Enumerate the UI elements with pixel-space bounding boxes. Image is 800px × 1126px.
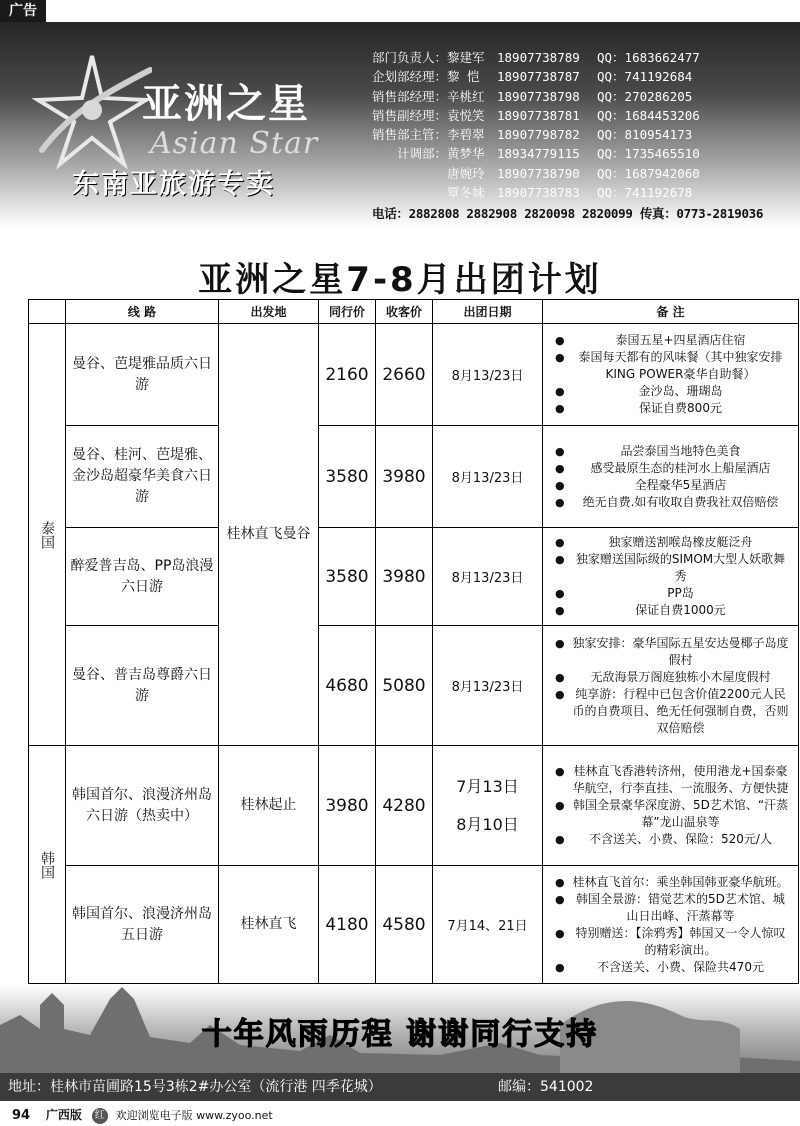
peer-price: 3580: [319, 426, 376, 528]
note-item: ● 韩国全景游：错觉艺术的5D艺术馆、城山日出峰、汗蒸幕等: [555, 891, 790, 925]
contact-role: 企划部经理：: [372, 69, 448, 85]
depart-dates: [433, 746, 543, 866]
star-swirl-icon: [32, 50, 152, 170]
note-item: ● 不含送关、小费、保险：520元/人: [555, 831, 790, 848]
route-name: 曼谷、芭堤雅品质六日游: [66, 324, 219, 426]
header-blank: [29, 300, 66, 324]
table-row: [29, 626, 799, 746]
brand-logo: [32, 50, 332, 170]
address-text: 地址：桂林市苗圃路15号3栋2#办公室（流行港 四季花城）: [8, 1079, 382, 1095]
route-name: 曼谷、桂河、芭堤雅、金沙岛超豪华美食六日游: [66, 426, 219, 528]
departure-korea: 桂林直飞: [219, 866, 319, 984]
contact-name: 黎 恺: [447, 69, 480, 85]
contact-phone: 18907738783: [497, 185, 580, 201]
contact-phone: 18934779115: [497, 146, 580, 162]
contact-phone: 18907738781: [497, 107, 580, 123]
note-item: ● 金沙岛、珊瑚岛: [555, 383, 790, 400]
notes-cell: [543, 324, 799, 426]
contact-row: [372, 164, 792, 183]
peer-price: 4180: [319, 866, 376, 984]
contact-phone: 18907738789: [497, 50, 580, 65]
contact-qq: QQ：1684453206: [597, 107, 700, 123]
brand-name-cn: 亚洲之星: [142, 80, 310, 127]
contact-qq: QQ：270286205: [597, 88, 693, 104]
peer-price: 3980: [319, 746, 376, 866]
contact-qq: QQ：810954173: [597, 127, 693, 143]
contact-qq: QQ：1687942060: [597, 165, 700, 181]
table-header-row: [29, 300, 799, 324]
route-name: 曼谷、普吉岛尊爵六日游: [66, 626, 219, 746]
depart-date: 8月13/23日: [433, 324, 543, 426]
retail-price: 3980: [376, 528, 433, 626]
website-link[interactable]: 欢迎浏览电子版 www.zyoo.net: [115, 1109, 273, 1122]
note-item: ● 泰国每天都有的风味餐（其中独家安排KING POWER豪华自助餐）: [555, 349, 790, 383]
note-item: ● 全程豪华5星酒店: [555, 477, 790, 494]
header-peer-price: 同行价: [319, 300, 376, 324]
contact-name: 黎建军: [447, 50, 485, 65]
header-banner: [0, 22, 800, 227]
contact-name: 李碧翠: [447, 127, 485, 143]
address-bar: [0, 1073, 800, 1101]
retail-price: 4280: [376, 746, 433, 866]
table-row: [29, 324, 799, 426]
contact-role: 销售部主管：: [372, 127, 448, 143]
note-item: ● 泰国五星+四星酒店住宿: [555, 332, 790, 349]
contact-phone: 18907798782: [497, 127, 580, 143]
note-item: ● 桂林直飞首尔：乘坐韩国韩亚豪华航班。: [555, 874, 790, 891]
contact-row: [372, 106, 792, 125]
retail-price: 3980: [376, 426, 433, 528]
contact-role: 销售部经理：: [372, 88, 448, 104]
contact-phone: 18907738790: [497, 165, 580, 181]
table-row: [29, 746, 799, 866]
note-item: ● PP岛: [555, 585, 790, 602]
ad-tag: 广告: [0, 0, 46, 22]
motto-slogan: 十年风雨历程 谢谢同行支持: [201, 1017, 599, 1052]
contact-row: [372, 125, 792, 144]
notes-cell: [543, 746, 799, 866]
contact-row: [372, 87, 792, 106]
header-route: 线 路: [66, 300, 219, 324]
retail-price: 4580: [376, 866, 433, 984]
contact-qq: QQ：741192678: [597, 185, 693, 201]
note-item: ● 特别赠送：【涂鸦秀】韩国又一令人惊叹的精彩演出。: [555, 925, 790, 959]
table-row: [29, 866, 799, 984]
note-item: ● 保证自费1000元: [555, 602, 790, 619]
contact-phone: 18907738787: [497, 69, 580, 85]
peer-price: 3580: [319, 528, 376, 626]
red-badge-icon: 红: [92, 1108, 108, 1124]
note-item: ● 独家赠送国际级的SIMOM大型人妖歌舞秀: [555, 551, 790, 585]
peer-price: 4680: [319, 626, 376, 746]
retail-price: 5080: [376, 626, 433, 746]
contact-qq: QQ：741192684: [597, 69, 693, 85]
contact-row: [372, 144, 792, 163]
route-name: 醉爱普吉岛、PP岛浪漫六日游: [66, 528, 219, 626]
depart-date: 8月13/23日: [433, 528, 543, 626]
contact-name: 覃冬妹: [447, 185, 485, 201]
footer-banner: [0, 985, 800, 1101]
contact-row: [372, 183, 792, 202]
contact-qq: QQ：1683662477: [597, 50, 700, 65]
page-number: 94: [12, 1108, 31, 1123]
depart-date: 8月13/23日: [433, 426, 543, 528]
contact-name: 辛桃红: [447, 88, 485, 104]
contact-row: [372, 67, 792, 86]
contact-role: 部门负责人：: [372, 50, 448, 65]
note-item: ● 无敌海景万阁庭独栋小木屋度假村: [555, 669, 790, 686]
contact-name: 黄梦华: [447, 146, 485, 162]
brand-name-en: Asian Star: [150, 126, 319, 161]
departure-korea: 桂林起止: [219, 746, 319, 866]
note-item: ● 感受最原生态的桂河水上船屋酒店: [555, 460, 790, 477]
depart-date: 8月13/23日: [433, 626, 543, 746]
header-dates: 出团日期: [433, 300, 543, 324]
header-retail-price: 收客价: [376, 300, 433, 324]
country-korea: 韩国: [29, 746, 66, 984]
table-row: [29, 528, 799, 626]
peer-price: 2160: [319, 324, 376, 426]
note-item: ● 独家安排：豪华国际五星安达曼椰子岛度假村: [555, 635, 790, 669]
contact-name: 袁悦笑: [447, 107, 485, 123]
route-name: 韩国首尔、浪漫济州岛六日游（热卖中）: [66, 746, 219, 866]
depart-date: 7月13日: [456, 776, 519, 796]
contact-role: 销售副经理：: [372, 107, 448, 123]
page-footer: [0, 1104, 800, 1126]
zipcode-text: 邮编：541002: [498, 1079, 594, 1095]
note-item: ● 韩国全景豪华深度游、5D艺术馆、“汗蒸幕”龙山温泉等: [555, 797, 790, 831]
phone-fax-line: 电话：2882808 2882908 2820098 2820099 传真：0773-2819036: [372, 206, 764, 221]
note-item: ● 纯享游：行程中已包含价值2200元人民币的自费项目、绝无任何强制自费，否则双倍赔偿: [555, 686, 790, 737]
page-title: 亚洲之星7-8月出团计划: [198, 260, 602, 300]
notes-cell: [543, 426, 799, 528]
table-row: [29, 426, 799, 528]
note-item: ● 桂林直飞香港转济州，使用港龙+国泰豪华航空，行李直挂、一流服务、方便快捷: [555, 763, 790, 797]
notes-cell: [543, 626, 799, 746]
depart-date: 7月14、21日: [433, 866, 543, 984]
route-name: 韩国首尔、浪漫济州岛五日游: [66, 866, 219, 984]
notes-cell: [543, 528, 799, 626]
note-item: ● 品尝泰国当地特色美食: [555, 443, 790, 460]
depart-date: 8月10日: [456, 814, 519, 834]
note-item: ● 保证自费800元: [555, 400, 790, 417]
country-thailand: 泰国: [29, 324, 66, 746]
contact-phone: 18907738798: [497, 88, 580, 104]
brand-slogan: 东南亚旅游专卖: [72, 169, 275, 200]
retail-price: 2660: [376, 324, 433, 426]
contact-name: 唐婉玲: [447, 165, 485, 181]
contact-role: 计调部：: [396, 146, 447, 162]
notes-cell: [543, 866, 799, 984]
contact-list: [372, 48, 792, 202]
note-item: ● 不含送关、小费、保险共470元: [555, 959, 790, 976]
edition-label: 广西版: [45, 1108, 82, 1122]
tour-plan-table: [28, 299, 799, 984]
header-departure: 出发地: [219, 300, 319, 324]
contact-qq: QQ：1735465510: [597, 146, 700, 162]
departure-thailand: 桂林直飞曼谷: [219, 324, 319, 746]
note-item: ● 绝无自费.如有收取自费我社双倍赔偿: [555, 494, 790, 511]
header-notes: 备 注: [543, 300, 799, 324]
contact-row: [372, 48, 792, 67]
note-item: ● 独家赠送割喉岛橡皮艇泛舟: [555, 534, 790, 551]
